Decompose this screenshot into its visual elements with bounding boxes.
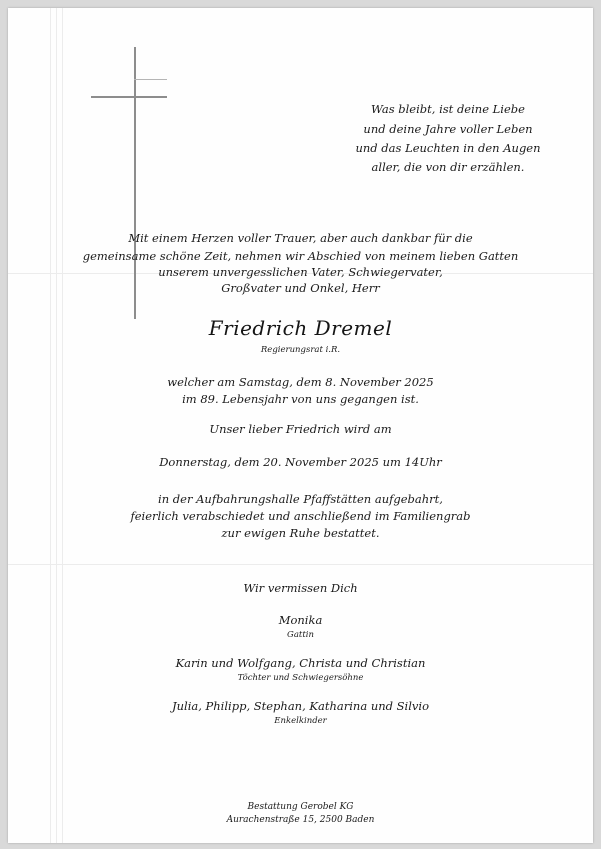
verse-line: und das Leuchten in den Augen [355, 141, 541, 155]
verse-line: aller, die von dir erzählen. [371, 160, 525, 174]
deceased-name: Friedrich Dremel [208, 316, 393, 340]
miss-you: Wir vermissen Dich [243, 581, 358, 595]
funeral-details-line: zur ewigen Ruhe bestattet. [221, 526, 380, 540]
mourner-names: Karin und Wolfgang, Christa und Christian [175, 656, 426, 670]
death-line: welcher am Samstag, dem 8. November 2025 [167, 375, 434, 389]
funeral-details-line: in der Aufbahrungshalle Pfaffstätten aufgebahrt, [158, 492, 443, 506]
intro-line: Großvater und Onkel, Herr [221, 281, 380, 295]
funeral-home-name: Bestattung Gerobel KG [247, 802, 354, 812]
verse-line: und deine Jahre voller Leben [363, 122, 533, 136]
cross-icon-bar [134, 79, 167, 80]
funeral-intro: Unser lieber Friedrich wird am [209, 422, 392, 436]
death-line: im 89. Lebensjahr von uns gegangen ist. [182, 392, 419, 406]
fold-line [8, 564, 593, 565]
funeral-date: Donnerstag, dem 20. November 2025 um 14Uhr [159, 455, 442, 469]
obituary-notice [8, 8, 593, 843]
funeral-details-line: feierlich verabschiedet und anschließend im Familiengrab [130, 509, 471, 523]
intro-line: unserem unvergesslichen Vater, Schwiegervater, [158, 265, 443, 279]
cross-icon-bar [91, 96, 167, 98]
mourner-relation: Enkelkinder [274, 716, 327, 726]
intro-line: gemeinsame schöne Zeit, nehmen wir Abschied von meinem lieben Gatten [82, 249, 519, 263]
funeral-home-address: Aurachenstraße 15, 2500 Baden [226, 815, 375, 825]
mourner-names: Monika [278, 613, 323, 627]
mourner-relation: Gattin [287, 630, 314, 640]
verse-line: Was bleibt, ist deine Liebe [371, 102, 525, 116]
mourner-relation: Töchter und Schwiegersöhne [237, 673, 364, 683]
deceased-title: Regierungsrat i.R. [260, 345, 341, 355]
intro-line: Mit einem Herzen voller Trauer, aber auch dankbar für die [128, 231, 473, 245]
mourner-names: Julia, Philipp, Stephan, Katharina und Silvio [172, 699, 429, 713]
